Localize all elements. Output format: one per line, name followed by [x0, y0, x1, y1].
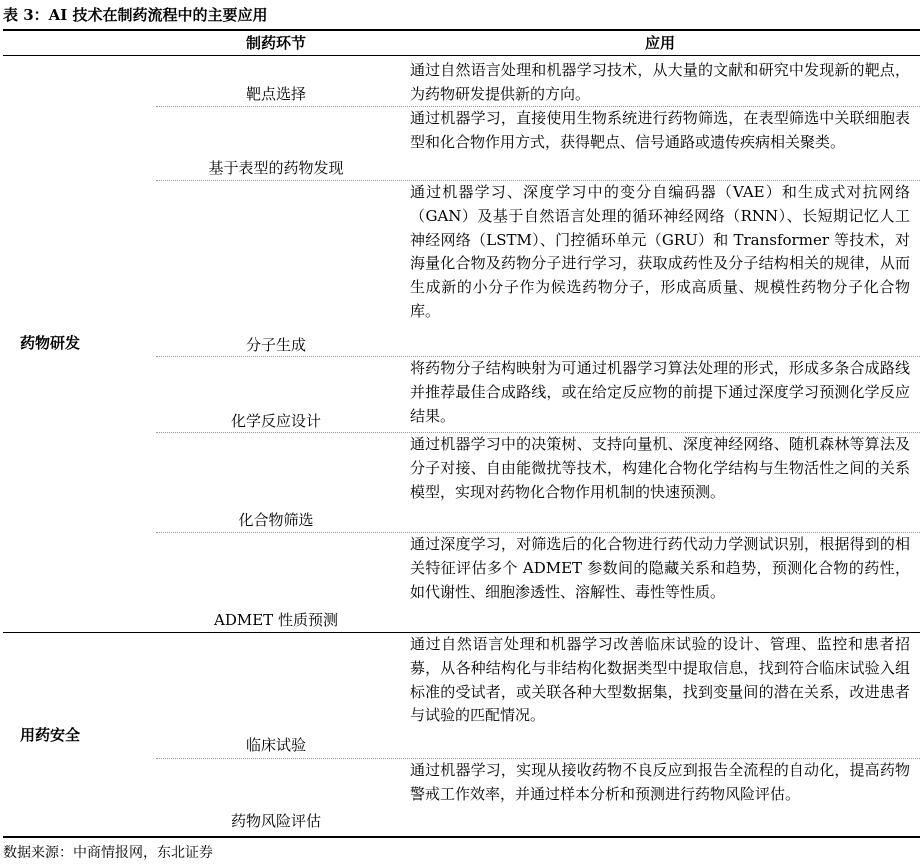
application-cell-clinical-trials: 通过自然语言处理和机器学习改善临床试验的设计、管理、监控和患者招募，从各种结构化与非结构化数据类型中提取信息，找到符合临床试验入组标准的受试者，或关联各种大型数据集，找到变量间的潜在关系，改进患者与试验的匹配情况。 — [410, 635, 910, 725]
application-cell-compound-screening: 通过机器学习中的决策树、支持向量机、深度神经网络、随机森林等算法及分子对接、自由能微扰等技术，构建化合物化学结构与生物活性之间的关系模型，实现对药物化合物作用机制的快速预测。 — [410, 435, 910, 501]
step-risk-assessment: 药物风险评估 — [230, 812, 321, 830]
application-cell-admet-prediction: 通过深度学习，对筛选后的化合物进行药代动力学测试识别，根据得到的相关特征评估多个 ADMET 参数间的隐藏关系和趋势，预测化合物的药性，如代谢性、细胞渗透性、溶解性、毒性等性质。 — [410, 535, 910, 601]
step-admet-prediction: ADMET 性质预测 — [214, 611, 338, 629]
category-medication-safety: 用药安全 — [20, 726, 81, 744]
step-phenotypic-discovery: 基于表型的药物发现 — [208, 159, 344, 177]
application-cell-risk-assessment: 通过机器学习，实现从接收药物不良反应到报告全流程的自动化，提高药物警戒工作效率，并通过样本分析和预测进行药物风险评估。 — [410, 761, 910, 803]
step-compound-screening: 化合物筛选 — [238, 511, 314, 529]
step-reaction-design: 化学反应设计 — [230, 412, 321, 430]
application-cell-target-selection: 通过自然语言处理和机器学习技术，从大量的文献和研究中发现新的靶点，为药物研发提供新的方向。 — [410, 61, 910, 103]
application-cell-reaction-design: 将药物分子结构映射为可通过机器学习算法处理的形式，形成多条合成路线并推荐最佳合成路线，或在给定反应物的前提下通过深度学习预测化学反应结果。 — [410, 359, 910, 425]
header-rule — [3, 55, 920, 56]
source-note: 数据来源：中商情报网，东北证券 — [3, 845, 213, 861]
table-title: 表 3：AI 技术在制药流程中的主要应用 — [3, 6, 268, 24]
application-cell-molecule-generation: 通过机器学习、深度学习中的变分自编码器（VAE）和生成式对抗网络（GAN）及基于自然语言处理的循环神经网络（RNN）、长短期记忆人工神经网络（LSTM）、门控循环单元（GRU）和 Transformer 等技术，对海量化合物及药物分子进行学习，获取成药性及分子结构相关的规律，从而生成新的小分子作为候选药物分子，形成高质量、规模性药物分子化合物库。 — [410, 183, 910, 320]
application-cell-phenotypic-discovery: 通过机器学习，直接使用生物系统进行药物筛选，在表型筛选中关联细胞表型和化合物作用方式，获得靶点、信号通路或遗传疾病相关聚类。 — [410, 109, 910, 151]
header-step: 制药环节 — [245, 34, 306, 52]
step-clinical-trials: 临床试验 — [245, 736, 306, 754]
step-target-selection: 靶点选择 — [245, 85, 306, 103]
bottom-rule — [3, 836, 920, 838]
category-drug-development: 药物研发 — [20, 334, 81, 352]
step-molecule-generation: 分子生成 — [245, 336, 306, 354]
header-application: 应用 — [644, 34, 675, 52]
